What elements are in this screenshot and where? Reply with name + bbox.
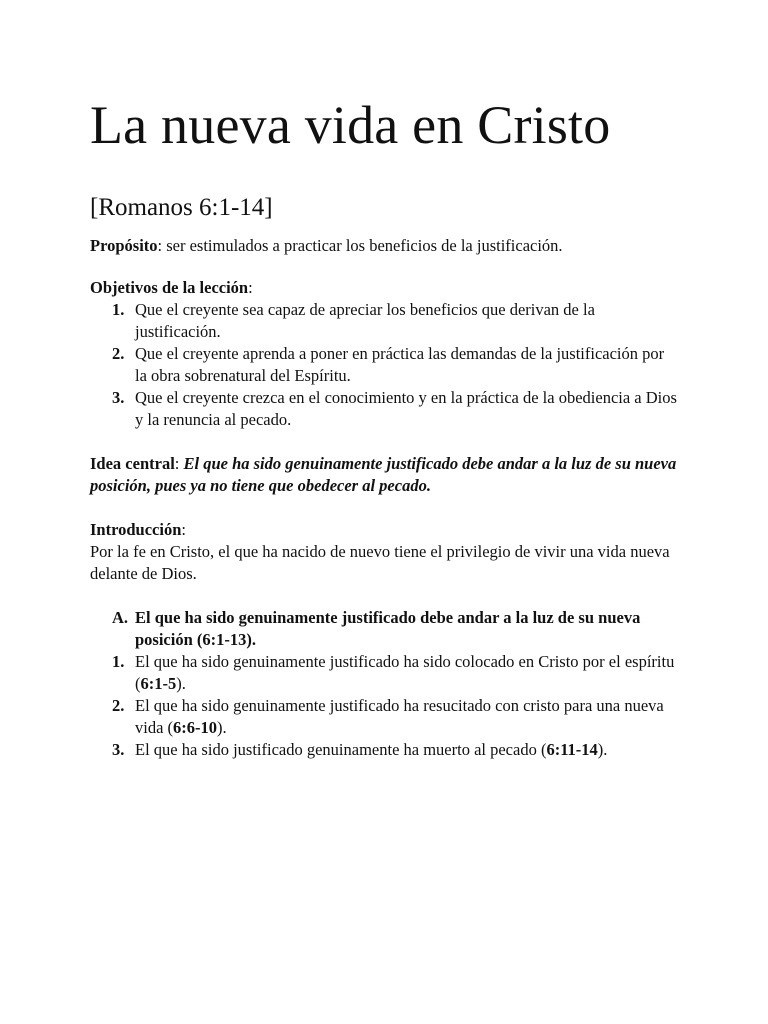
points-list <box>90 651 680 761</box>
introduction-colon: : <box>181 520 186 539</box>
list-item <box>90 695 680 739</box>
list-item-text: El que ha sido genuinamente justificado ha sido colocado en Cristo por el espíritu ( <box>135 652 675 693</box>
section-a-text: El que ha sido genuinamente justificado debe andar a la luz de su nueva posición (6:1-13). <box>135 608 641 649</box>
list-item <box>90 651 680 695</box>
list-item-end: ). <box>217 718 227 737</box>
purpose-label: Propósito <box>90 236 158 255</box>
verse-ref: 6:11-14 <box>546 740 598 759</box>
objectives-label: Objetivos de la lección <box>90 278 249 297</box>
introduction-heading <box>90 519 680 541</box>
page-title: La nueva vida en Cristo <box>90 95 611 155</box>
list-number: 3. <box>112 388 125 407</box>
verse-ref: 6:6-10 <box>173 718 218 737</box>
section-marker: A. <box>112 608 129 627</box>
objectives-list <box>90 299 680 431</box>
objectives-colon: : <box>248 278 253 297</box>
list-item <box>90 387 680 431</box>
list-item-text: Que el creyente crezca en el conocimiento y en la práctica de la obediencia a Dios y la renuncia al pecado. <box>135 388 677 429</box>
list-item-end: ). <box>597 740 608 759</box>
introduction-label: Introducción <box>90 520 182 539</box>
central-idea-paragraph <box>90 453 680 497</box>
introduction-section <box>90 519 680 585</box>
objectives-section <box>90 277 680 431</box>
list-number: 3. <box>112 740 125 759</box>
purpose-paragraph <box>90 235 680 257</box>
verse-ref: 6:1-5 <box>140 674 177 693</box>
list-number: 2. <box>112 344 125 363</box>
purpose-text: : ser estimulados a practicar los beneficios de la justificación. <box>157 236 563 255</box>
central-idea-label: Idea central <box>90 454 175 473</box>
list-number: 1. <box>112 652 125 671</box>
list-item-end: ). <box>176 674 186 693</box>
list-item-text: El que ha sido genuinamente justificado ha resucitado con cristo para una nueva vida ( <box>135 696 664 737</box>
introduction-text: Por la fe en Cristo, el que ha nacido de nuevo tiene el privilegio de vivir una vida nueva delante de Dios. <box>90 542 670 583</box>
list-item <box>90 299 680 343</box>
section-a-heading <box>90 607 680 651</box>
central-idea-text: El que ha sido genuinamente justificado debe andar a la luz de su nueva posición, pues ya no tiene que obedecer al pecado. <box>90 454 677 495</box>
list-item-text: Que el creyente aprenda a poner en práctica las demandas de la justificación por la obra sobrenatural del Espíritu. <box>135 344 665 385</box>
list-item <box>90 343 680 387</box>
list-item <box>90 739 680 761</box>
list-item-text: El que ha sido justificado genuinamente ha muerto al pecado ( <box>135 740 547 759</box>
document-page <box>90 92 680 761</box>
list-number: 2. <box>112 696 125 715</box>
list-item-text: Que el creyente sea capaz de apreciar los beneficios que derivan de la justificación. <box>135 300 595 341</box>
objectives-heading <box>90 277 680 299</box>
scripture-reference: [Romanos 6:1-14] <box>90 194 273 221</box>
list-number: 1. <box>112 300 125 319</box>
central-idea-colon: : <box>174 454 184 473</box>
